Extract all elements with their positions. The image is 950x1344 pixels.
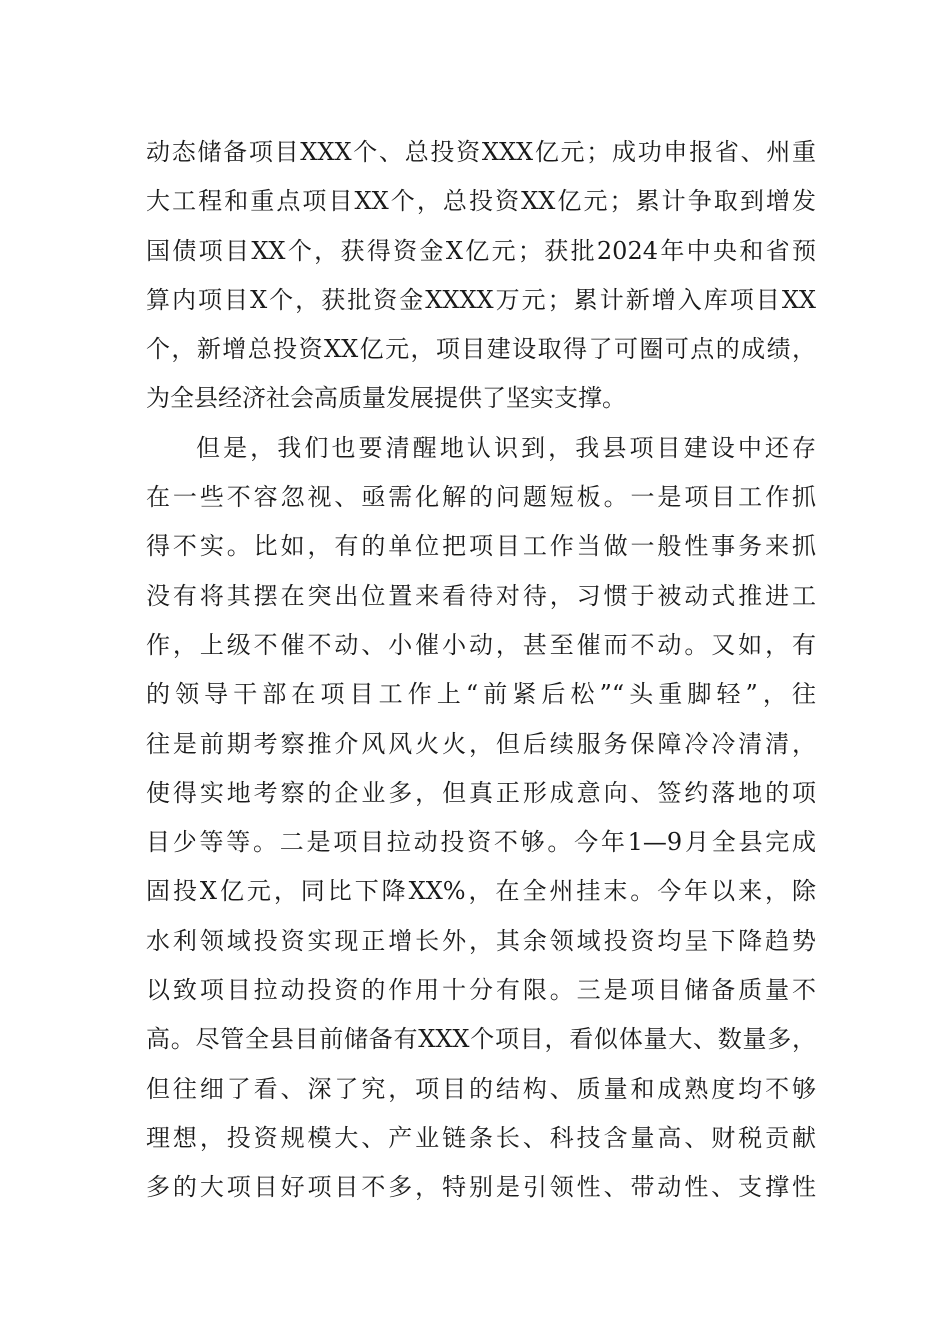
paragraph-start-line: 但是，我们也要清醒地认识到，我县项目建设中还存 xyxy=(196,433,816,462)
text-line: 国债项目XX个，获得资金X亿元；获批2024年中央和省预 xyxy=(146,236,816,265)
text-line: 但往细了看、深了究，项目的结构、质量和成熟度均不够 xyxy=(146,1074,816,1103)
text-line: 高。尽管全县目前储备有XXX个项目，看似体量大、数量多， xyxy=(146,1025,816,1054)
text-line: 以致项目拉动投资的作用十分有限。三是项目储备质量不 xyxy=(146,976,816,1005)
text-line: 多的大项目好项目不多，特别是引领性、带动性、支撑性 xyxy=(146,1173,816,1202)
text-line: 水利领域投资实现正增长外，其余领域投资均呈下降趋势 xyxy=(146,926,816,955)
text-line: 作，上级不催不动、小催小动，甚至催而不动。又如，有 xyxy=(146,630,816,659)
text-line: 理想，投资规模大、产业链条长、科技含量高、财税贡献 xyxy=(146,1123,816,1152)
text-line: 动态储备项目XXX个、总投资XXX亿元；成功申报省、州重 xyxy=(146,138,816,166)
text-line: 个，新增总投资XX亿元，项目建设取得了可圈可点的成绩， xyxy=(146,335,816,364)
text-line: 使得实地考察的企业多，但真正形成意向、签约落地的项 xyxy=(146,778,816,807)
text-line: 算内项目X个，获批资金XXXX万元；累计新增入库项目XX xyxy=(146,285,816,314)
text-line: 没有将其摆在突出位置来看待对待，习惯于被动式推进工 xyxy=(146,581,816,610)
body-text xyxy=(146,128,816,1213)
text-line: 为全县经济社会高质量发展提供了坚实支撑。 xyxy=(146,384,626,413)
text-line: 大工程和重点项目XX个，总投资XX亿元；累计争取到增发 xyxy=(146,187,816,216)
text-line: 在一些不容忽视、亟需化解的问题短板。一是项目工作抓 xyxy=(146,483,816,512)
text-line: 的领导干部在项目工作上“前紧后松”“头重脚轻”，往 xyxy=(146,680,816,709)
text-line: 往是前期考察推介风风火火，但后续服务保障冷冷清清， xyxy=(146,729,816,758)
text-line: 得不实。比如，有的单位把项目工作当做一般性事务来抓 xyxy=(146,532,816,561)
text-line: 目少等等。二是项目拉动投资不够。今年1—9月全县完成 xyxy=(146,828,816,857)
text-line: 固投X亿元，同比下降XX%，在全州挂末。今年以来，除 xyxy=(146,877,816,906)
